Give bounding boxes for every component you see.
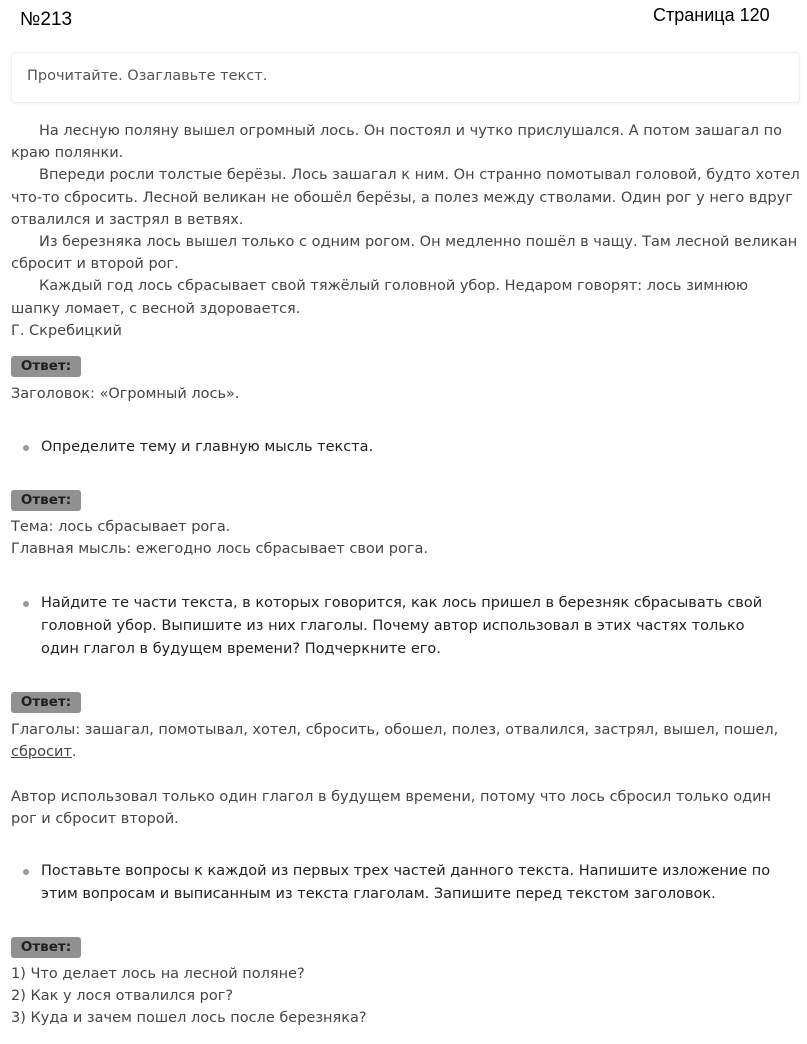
question-2 [41,436,781,459]
answer-1 [11,383,801,405]
period: . [71,744,77,761]
answer-1-title: Заголовок: «Огромный лось». [11,386,240,402]
answer-3-explain-text: Автор использовал только один глагол в будущем времени, потому что лось сбросил только один рог и сбросит второй. [11,789,772,828]
answer-badge: Ответ: [11,356,81,377]
story-author: Г. Скребицкий [11,322,122,339]
answer-4-q3: 3) Куда и зачем пошел лось после березняка? [11,1010,367,1027]
page-number: Страница 120 [653,5,770,25]
story-paragraph: На лесную поляну вышел огромный лось. Он постоял и чутко прислушался. А потом зашагал по краю полянки. [11,123,782,162]
bullet-icon [23,601,29,607]
answer-2-idea: Главная мысль: ежегодно лось сбрасывает свои рога. [11,541,428,558]
answer-3-verbs-text: Глаголы: зашагал, помотывал, хотел, сбросить, обошел, полез, отвалился, застрял, вышел, пошел, [11,722,779,738]
story-paragraph: Каждый год лось сбрасывает свой тяжёлый головной убор. Недаром говорят: лось зимнюю шапку ломает, с весной здоровается. [11,278,749,317]
task-instruction: Прочитайте. Озаглавьте текст. [27,68,268,84]
story-text [11,120,801,342]
answer-2-theme: Тема: лось сбрасывает рога. [11,519,231,535]
question-2-text: Определите тему и главную мысль текста. [41,439,374,455]
exercise-number: №213 [20,9,73,30]
question-3 [41,592,781,661]
answer-3-explanation [11,786,801,830]
bullet-icon [23,869,29,875]
answer-2 [11,516,801,560]
answer-3 [11,719,801,763]
bullet-icon [23,445,29,451]
underlined-verb: сбросит [11,744,72,761]
answer-badge: Ответ: [11,692,81,713]
answer-4 [11,963,801,1030]
question-3-text: Найдите те части текста, в которых говорится, как лось пришел в березняк сбрасывать свой головной убор. Выпишите из них глаголы. Почему автор использовал в этих частях только один глагол в будущем времени? Подчеркните его. [41,595,763,657]
answer-4-q1: 1) Что делает лось на лесной поляне? [11,966,305,982]
story-paragraph: Из березняка лось вышел только с одним рогом. Он медленно пошёл в чащу. Там лесной великан сбросит и второй рог. [11,234,798,273]
answer-badge: Ответ: [11,490,81,511]
task-box [11,52,800,103]
story-paragraph: Впереди росли толстые берёзы. Лось зашагал к ним. Он странно помотывал головой, будто хотел что-то сбросить. Лесной великан не обошёл берёзы, а полез между стволами. Один рог у него вдруг отвалился и застрял в ветвях. [11,167,800,228]
question-4-text: Поставьте вопросы к каждой из первых трех частей данного текста. Напишите изложение по этим вопросам и выписанным из текста глаголам. Запишите перед текстом заголовок. [41,863,771,902]
answer-badge: Ответ: [11,937,81,958]
answer-4-q2: 2) Как у лося отвалился рог? [11,988,234,1005]
answer-3-verbs [11,719,801,763]
question-4 [41,860,781,906]
